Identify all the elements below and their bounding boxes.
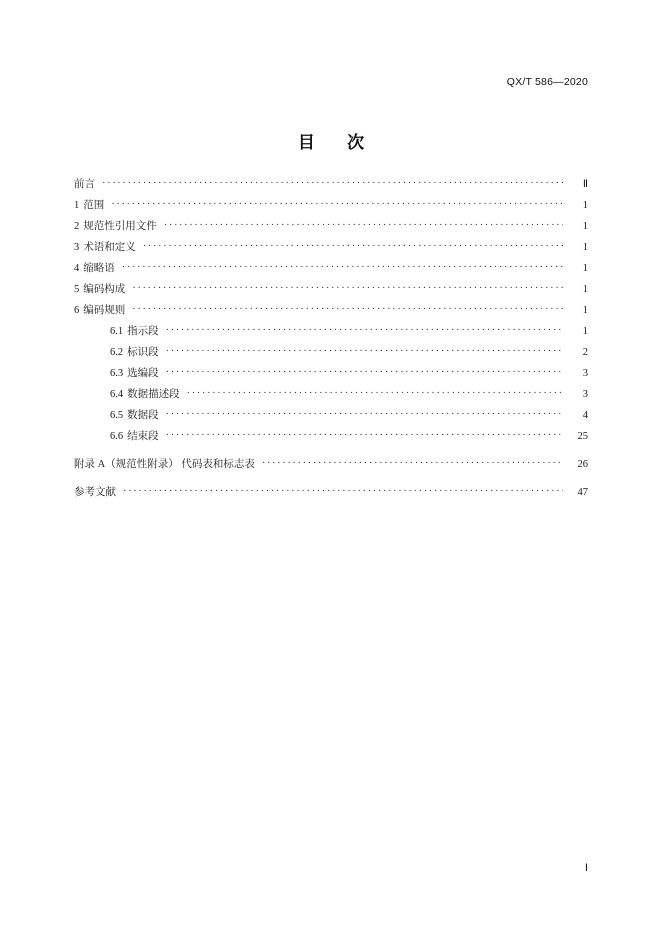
toc-leader-dots — [164, 221, 563, 231]
toc-entry-label: 术语和定义 — [83, 242, 136, 253]
toc-leader-dots — [166, 368, 563, 378]
toc-entry-label: 缩略语 — [83, 263, 115, 274]
toc-entry-page: 1 — [582, 263, 588, 274]
toc-entry-label: 前言 — [74, 179, 95, 190]
toc-leader-dots — [166, 326, 563, 336]
toc-entry-page: 25 — [577, 431, 588, 442]
toc-entry-number: 4 — [74, 263, 80, 274]
toc-entry[interactable] — [74, 262, 588, 283]
toc-entry-page: 4 — [582, 410, 588, 421]
toc-entry-label: 规范性引用文件 — [83, 221, 157, 232]
toc-entry-number: 5 — [74, 284, 80, 295]
toc-leader-dots — [132, 305, 563, 315]
toc-entry-label: 编码构成 — [83, 284, 126, 295]
toc-entry-page: 1 — [582, 305, 588, 316]
toc-leader-dots — [166, 431, 563, 441]
toc-entry-label: 数据描述段 — [127, 389, 180, 400]
table-of-contents — [74, 178, 588, 507]
toc-leader-dots — [132, 284, 563, 294]
toc-entry[interactable] — [74, 486, 588, 507]
toc-entry-number: 6.4 — [110, 389, 124, 400]
toc-entry[interactable] — [74, 346, 588, 367]
toc-entry-page: 1 — [582, 326, 588, 337]
toc-entry-number: 6.6 — [110, 431, 124, 442]
toc-leader-dots — [102, 179, 563, 189]
toc-entry[interactable] — [74, 178, 588, 199]
toc-entry-label: 编码规则 — [83, 305, 126, 316]
toc-leader-dots — [123, 487, 563, 497]
standard-code-header: QX/T 586—2020 — [506, 76, 588, 88]
toc-entry[interactable] — [74, 220, 588, 241]
toc-entry-page: 3 — [582, 368, 588, 379]
toc-leader-dots — [166, 410, 563, 420]
toc-entry[interactable] — [74, 283, 588, 304]
toc-leader-dots — [143, 242, 563, 252]
toc-entry-number: 2 — [74, 221, 80, 232]
toc-leader-dots — [122, 263, 563, 273]
toc-entry[interactable] — [74, 409, 588, 430]
toc-entry[interactable] — [74, 325, 588, 346]
toc-entry[interactable] — [74, 304, 588, 325]
toc-entry-page: 3 — [582, 389, 588, 400]
toc-entry[interactable] — [74, 367, 588, 388]
toc-entry-label: 结束段 — [127, 431, 159, 442]
toc-entry-number: 3 — [74, 242, 80, 253]
toc-leader-dots — [166, 347, 563, 357]
toc-entry-page: Ⅱ — [582, 179, 588, 190]
toc-entry-label: 附录 A（规范性附录） 代码表和标志表 — [74, 459, 255, 470]
toc-entry-number: 6.3 — [110, 368, 124, 379]
toc-entry-number: 6.2 — [110, 347, 124, 358]
toc-entry-page: 47 — [577, 487, 588, 498]
toc-entry-number: 6.5 — [110, 410, 124, 421]
toc-leader-dots — [187, 389, 563, 399]
toc-entry-page: 26 — [577, 459, 588, 470]
toc-entry[interactable] — [74, 430, 588, 451]
toc-leader-dots — [262, 459, 563, 469]
toc-entry[interactable] — [74, 458, 588, 479]
toc-entry-label: 标识段 — [127, 347, 159, 358]
toc-entry-label: 范围 — [83, 200, 105, 211]
toc-entry-label: 指示段 — [127, 326, 159, 337]
toc-entry[interactable] — [74, 241, 588, 262]
toc-entry-label: 数据段 — [127, 410, 159, 421]
toc-entry-label: 选编段 — [127, 368, 159, 379]
footer-page-number: Ⅰ — [584, 863, 588, 874]
toc-entry[interactable] — [74, 199, 588, 220]
toc-entry[interactable] — [74, 388, 588, 409]
toc-entry-number: 1 — [74, 200, 80, 211]
toc-entry-number: 6 — [74, 305, 80, 316]
toc-entry-page: 2 — [582, 347, 588, 358]
toc-entry-page: 1 — [582, 200, 588, 211]
toc-leader-dots — [111, 200, 563, 210]
toc-entry-label: 参考文献 — [74, 487, 116, 498]
toc-entry-number: 6.1 — [110, 326, 124, 337]
toc-entry-page: 1 — [582, 242, 588, 253]
toc-entry-page: 1 — [582, 284, 588, 295]
toc-entry-page: 1 — [582, 221, 588, 232]
page-title: 目 次 — [297, 133, 379, 152]
